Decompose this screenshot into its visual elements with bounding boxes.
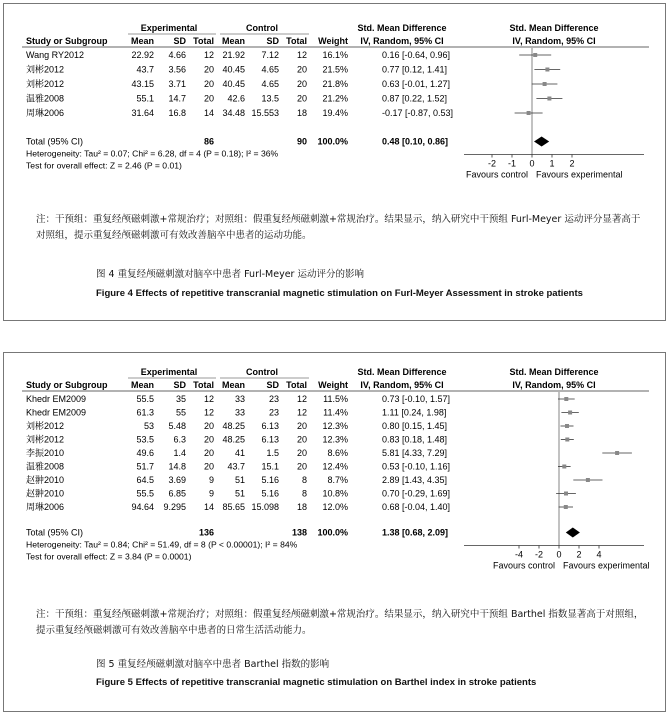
x-tick-label: 2 <box>576 549 582 560</box>
ctrl-sd-cell: 6.13 <box>261 421 279 431</box>
exp-mean-cell: 43.7 <box>136 64 154 75</box>
ctrl-sd-cell: 15.1 <box>261 461 279 472</box>
header-ctrl-sd: SD <box>266 36 279 46</box>
study-name: 刘彬2012 <box>26 434 65 445</box>
figure-5-panel <box>3 352 666 712</box>
effect-point <box>568 411 572 415</box>
effect-point <box>564 505 568 509</box>
ctrl-sd-cell: 13.5 <box>261 93 279 104</box>
effect-point <box>564 492 568 496</box>
ctrl-sd-cell: 23 <box>268 394 279 404</box>
header-exp-mean: Mean <box>130 380 154 390</box>
study-name: 周琳2006 <box>26 502 65 512</box>
ctrl-sd-cell: 6.13 <box>261 434 279 445</box>
x-tick-label: -4 <box>514 549 524 560</box>
study-name: Khedr EM2009 <box>26 394 87 404</box>
ctrl-total-cell: 18 <box>296 502 307 512</box>
overall-effect-text: Test for overall effect: Z = 3.84 (P = 0.0001) <box>26 551 192 562</box>
ci-cell: 0.16 [-0.64, 0.96] <box>382 50 451 60</box>
exp-total-cell: 14 <box>203 502 214 512</box>
total-ctrl-n: 90 <box>296 136 307 147</box>
header-exp-total: Total <box>193 36 214 46</box>
header-control: Control <box>246 367 278 377</box>
exp-sd-cell: 3.56 <box>168 64 186 75</box>
favours-control-label: Favours control <box>465 169 528 180</box>
exp-mean-cell: 51.7 <box>136 461 154 472</box>
ctrl-total-cell: 12 <box>296 50 307 60</box>
total-ci: 0.48 [0.10, 0.86] <box>382 136 449 147</box>
study-name: Khedr EM2009 <box>26 407 87 418</box>
ctrl-mean-cell: 48.25 <box>222 421 245 431</box>
ci-cell: 0.83 [0.18, 1.48] <box>382 434 448 445</box>
header-method: IV, Random, 95% CI <box>360 36 444 46</box>
ctrl-sd-cell: 15.553 <box>251 108 279 118</box>
ctrl-mean-cell: 21.92 <box>222 50 245 60</box>
favours-experimental-label: Favours experimental <box>536 169 623 180</box>
effect-point <box>547 97 551 101</box>
ctrl-sd-cell: 4.65 <box>261 64 279 75</box>
weight-cell: 12.3% <box>322 421 348 431</box>
study-name: 温雅2008 <box>26 461 65 472</box>
weight-cell: 21.2% <box>322 93 348 104</box>
header-exp-total: Total <box>193 380 214 390</box>
ctrl-total-cell: 20 <box>296 64 307 75</box>
figure-5-caption-cn: 图 5 重复经颅磁刺激对脑卒中患者 Barthel 指数的影响 <box>96 659 330 670</box>
x-tick-label: 1 <box>549 158 555 169</box>
header-exp-mean: Mean <box>130 36 154 46</box>
x-tick-label: -1 <box>507 158 517 169</box>
ctrl-mean-cell: 48.25 <box>222 434 245 445</box>
study-name: 赵翀2010 <box>26 475 65 485</box>
study-name: 刘彬2012 <box>26 421 65 431</box>
ctrl-mean-cell: 51 <box>234 488 245 499</box>
study-name: 周琳2006 <box>26 108 65 118</box>
weight-cell: 12.3% <box>322 434 348 445</box>
effect-point <box>564 397 568 401</box>
weight-cell: 21.8% <box>322 79 348 89</box>
exp-total-cell: 12 <box>203 50 214 60</box>
weight-cell: 12.0% <box>322 502 348 512</box>
exp-total-cell: 20 <box>203 434 214 445</box>
exp-mean-cell: 53 <box>143 421 154 431</box>
exp-mean-cell: 43.15 <box>131 79 154 89</box>
ctrl-sd-cell: 7.12 <box>261 50 279 60</box>
x-tick-label: 2 <box>569 158 575 169</box>
ctrl-total-cell: 20 <box>296 461 307 472</box>
exp-mean-cell: 53.5 <box>136 434 154 445</box>
exp-sd-cell: 6.85 <box>168 488 186 499</box>
exp-total-cell: 9 <box>208 475 214 485</box>
figure-5-note: 注：干预组：重复经颅磁刺激+常规治疗；对照组：假重复经颅磁刺激+常规治疗。结果显示，纳入研究中干预组 Barthel 指数显著高于对照组，提示重复经颅磁刺激可有效改善脑卒中患者的日常生活活动能力。 <box>36 609 644 636</box>
exp-mean-cell: 55.1 <box>136 93 154 104</box>
exp-total-cell: 20 <box>203 93 214 104</box>
header-control: Control <box>246 23 278 33</box>
forest-plot-figure-4 <box>4 4 665 204</box>
ctrl-mean-cell: 41 <box>234 448 245 458</box>
ctrl-sd-cell: 15.098 <box>251 502 279 512</box>
header-weight: Weight <box>318 36 348 46</box>
exp-sd-cell: 3.71 <box>168 79 186 89</box>
header-ctrl-mean: Mean <box>221 36 245 46</box>
forest-plot-figure-5 <box>4 353 665 598</box>
total-label: Total (95% CI) <box>26 527 84 538</box>
total-ctrl-n: 138 <box>291 527 307 538</box>
study-name: 李振2010 <box>26 448 65 458</box>
study-name: 刘彬2012 <box>26 64 65 75</box>
ctrl-mean-cell: 51 <box>234 475 245 485</box>
ci-cell: 0.70 [-0.29, 1.69] <box>382 488 451 499</box>
exp-sd-cell: 9.295 <box>163 502 186 512</box>
exp-mean-cell: 49.6 <box>136 448 154 458</box>
header-method: IV, Random, 95% CI <box>360 380 444 390</box>
favours-control-label: Favours control <box>492 560 555 571</box>
effect-point <box>545 68 549 72</box>
ctrl-total-cell: 18 <box>296 108 307 118</box>
weight-cell: 8.6% <box>327 448 348 458</box>
exp-total-cell: 12 <box>203 407 214 418</box>
ctrl-mean-cell: 34.48 <box>222 108 245 118</box>
effect-point <box>586 478 590 482</box>
figure-4-panel <box>3 3 666 321</box>
effect-point <box>565 424 569 428</box>
ctrl-sd-cell: 5.16 <box>261 475 279 485</box>
weight-cell: 10.8% <box>322 488 348 499</box>
header-exp-sd: SD <box>173 36 186 46</box>
total-exp-n: 136 <box>198 527 214 538</box>
weight-cell: 16.1% <box>322 50 348 60</box>
x-tick-label: -2 <box>487 158 497 169</box>
header-weight: Weight <box>318 380 348 390</box>
x-tick-label: 0 <box>529 158 535 169</box>
header-smd: Std. Mean Difference <box>357 23 447 33</box>
total-weight: 100.0% <box>317 136 348 147</box>
ctrl-sd-cell: 1.5 <box>266 448 279 458</box>
ctrl-total-cell: 20 <box>296 79 307 89</box>
exp-sd-cell: 14.7 <box>168 93 186 104</box>
header-study: Study or Subgroup <box>26 36 108 46</box>
header-study: Study or Subgroup <box>26 380 108 390</box>
ctrl-total-cell: 8 <box>301 488 307 499</box>
study-name: 刘彬2012 <box>26 79 65 89</box>
weight-cell: 8.7% <box>327 475 348 485</box>
pooled-diamond <box>566 528 580 538</box>
weight-cell: 11.4% <box>323 407 348 418</box>
ci-cell: 0.80 [0.15, 1.45] <box>382 421 448 431</box>
ctrl-mean-cell: 33 <box>234 407 245 418</box>
header-ctrl-total: Total <box>286 380 307 390</box>
exp-sd-cell: 5.48 <box>168 421 186 431</box>
weight-cell: 21.5% <box>322 64 348 75</box>
header-method-plot: IV, Random, 95% CI <box>512 36 596 46</box>
exp-sd-cell: 35 <box>175 394 186 404</box>
ci-cell: 0.87 [0.22, 1.52] <box>382 93 448 104</box>
ci-cell: 0.73 [-0.10, 1.57] <box>382 394 451 404</box>
exp-mean-cell: 55.5 <box>136 394 154 404</box>
exp-sd-cell: 16.8 <box>168 108 186 118</box>
exp-total-cell: 14 <box>203 108 214 118</box>
total-label: Total (95% CI) <box>26 136 84 147</box>
exp-total-cell: 9 <box>208 488 214 499</box>
header-smd-plot: Std. Mean Difference <box>509 367 599 377</box>
ci-cell: 0.68 [-0.04, 1.40] <box>382 502 451 512</box>
ci-cell: 0.53 [-0.10, 1.16] <box>382 461 451 472</box>
ci-cell: -0.17 [-0.87, 0.53] <box>382 108 454 118</box>
study-name: 温雅2008 <box>26 93 65 104</box>
weight-cell: 11.5% <box>323 394 348 404</box>
figure-5-caption-en: Figure 5 Effects of repetitive transcranial magnetic stimulation on Barthel index in stroke patients <box>96 677 537 688</box>
figure-4-note: 注：干预组：重复经颅磁刺激+常规治疗；对照组：假重复经颅磁刺激+常规治疗。结果显示，纳入研究中干预组 Furl-Meyer 运动评分显著高于对照组，提示重复经颅磁刺激可有效改善脑卒中患者的运动功能。 <box>36 214 641 241</box>
overall-effect-text: Test for overall effect: Z = 2.46 (P = 0.01) <box>26 160 182 171</box>
weight-cell: 19.4% <box>322 108 348 118</box>
exp-mean-cell: 64.5 <box>136 475 154 485</box>
exp-total-cell: 20 <box>203 448 214 458</box>
header-smd-plot: Std. Mean Difference <box>509 23 599 33</box>
exp-mean-cell: 55.5 <box>136 488 154 499</box>
ctrl-total-cell: 20 <box>296 448 307 458</box>
ctrl-total-cell: 20 <box>296 434 307 445</box>
ctrl-mean-cell: 33 <box>234 394 245 404</box>
study-name: 赵翀2010 <box>26 488 65 499</box>
heterogeneity-text: Heterogeneity: Tau² = 0.84; Chi² = 51.49, df = 8 (P < 0.00001); I² = 84% <box>26 539 298 550</box>
ci-cell: 5.81 [4.33, 7.29] <box>382 448 448 458</box>
exp-total-cell: 20 <box>203 461 214 472</box>
ctrl-sd-cell: 4.65 <box>261 79 279 89</box>
exp-sd-cell: 6.3 <box>173 434 186 445</box>
exp-mean-cell: 22.92 <box>131 50 154 60</box>
ctrl-mean-cell: 40.45 <box>222 64 245 75</box>
exp-total-cell: 20 <box>203 79 214 89</box>
study-name: Wang RY2012 <box>26 50 85 60</box>
exp-total-cell: 20 <box>203 421 214 431</box>
ctrl-mean-cell: 43.7 <box>227 461 245 472</box>
weight-cell: 12.4% <box>322 461 348 472</box>
ctrl-total-cell: 12 <box>296 394 307 404</box>
figure-4-caption-en: Figure 4 Effects of repetitive transcranial magnetic stimulation on Furl-Meyer Assessment in stroke patients <box>96 288 583 299</box>
effect-point <box>533 53 537 57</box>
figure-4-caption-cn: 图 4 重复经颅磁刺激对脑卒中患者 Furl-Meyer 运动评分的影响 <box>96 269 364 280</box>
exp-total-cell: 20 <box>203 64 214 75</box>
x-tick-label: 0 <box>556 549 562 560</box>
header-ctrl-total: Total <box>286 36 307 46</box>
header-method-plot: IV, Random, 95% CI <box>512 380 596 390</box>
header-smd: Std. Mean Difference <box>357 367 447 377</box>
ctrl-total-cell: 20 <box>296 421 307 431</box>
pooled-diamond <box>534 137 549 147</box>
exp-sd-cell: 4.66 <box>168 50 186 60</box>
header-experimental: Experimental <box>140 23 198 33</box>
exp-mean-cell: 61.3 <box>136 407 154 418</box>
total-exp-n: 86 <box>203 136 214 147</box>
ci-cell: 2.89 [1.43, 4.35] <box>382 475 448 485</box>
effect-point <box>565 438 569 442</box>
total-ci: 1.38 [0.68, 2.09] <box>382 527 449 538</box>
ctrl-mean-cell: 42.6 <box>227 93 245 104</box>
exp-mean-cell: 31.64 <box>131 108 154 118</box>
ctrl-total-cell: 20 <box>296 93 307 104</box>
exp-sd-cell: 1.4 <box>173 448 186 458</box>
x-tick-label: 4 <box>596 549 602 560</box>
exp-mean-cell: 94.64 <box>131 502 154 512</box>
ctrl-total-cell: 8 <box>301 475 307 485</box>
effect-point <box>527 111 531 115</box>
ctrl-mean-cell: 85.65 <box>222 502 245 512</box>
total-weight: 100.0% <box>317 527 348 538</box>
exp-sd-cell: 55 <box>175 407 186 418</box>
header-experimental: Experimental <box>140 367 198 377</box>
exp-sd-cell: 3.69 <box>168 475 186 485</box>
heterogeneity-text: Heterogeneity: Tau² = 0.07; Chi² = 6.28, df = 4 (P = 0.18); I² = 36% <box>26 148 279 159</box>
effect-point <box>615 451 619 455</box>
ci-cell: 0.63 [-0.01, 1.27] <box>382 79 451 89</box>
effect-point <box>562 465 566 469</box>
header-ctrl-mean: Mean <box>221 380 245 390</box>
ctrl-sd-cell: 5.16 <box>261 488 279 499</box>
x-tick-label: -2 <box>534 549 544 560</box>
ctrl-sd-cell: 23 <box>268 407 279 418</box>
ci-cell: 1.11 [0.24, 1.98] <box>382 407 447 418</box>
ctrl-mean-cell: 40.45 <box>222 79 245 89</box>
exp-sd-cell: 14.8 <box>168 461 186 472</box>
ci-cell: 0.77 [0.12, 1.41] <box>382 64 448 75</box>
favours-experimental-label: Favours experimental <box>563 560 650 571</box>
exp-total-cell: 12 <box>203 394 214 404</box>
header-ctrl-sd: SD <box>266 380 279 390</box>
header-exp-sd: SD <box>173 380 186 390</box>
ctrl-total-cell: 12 <box>296 407 307 418</box>
effect-point <box>543 82 547 86</box>
